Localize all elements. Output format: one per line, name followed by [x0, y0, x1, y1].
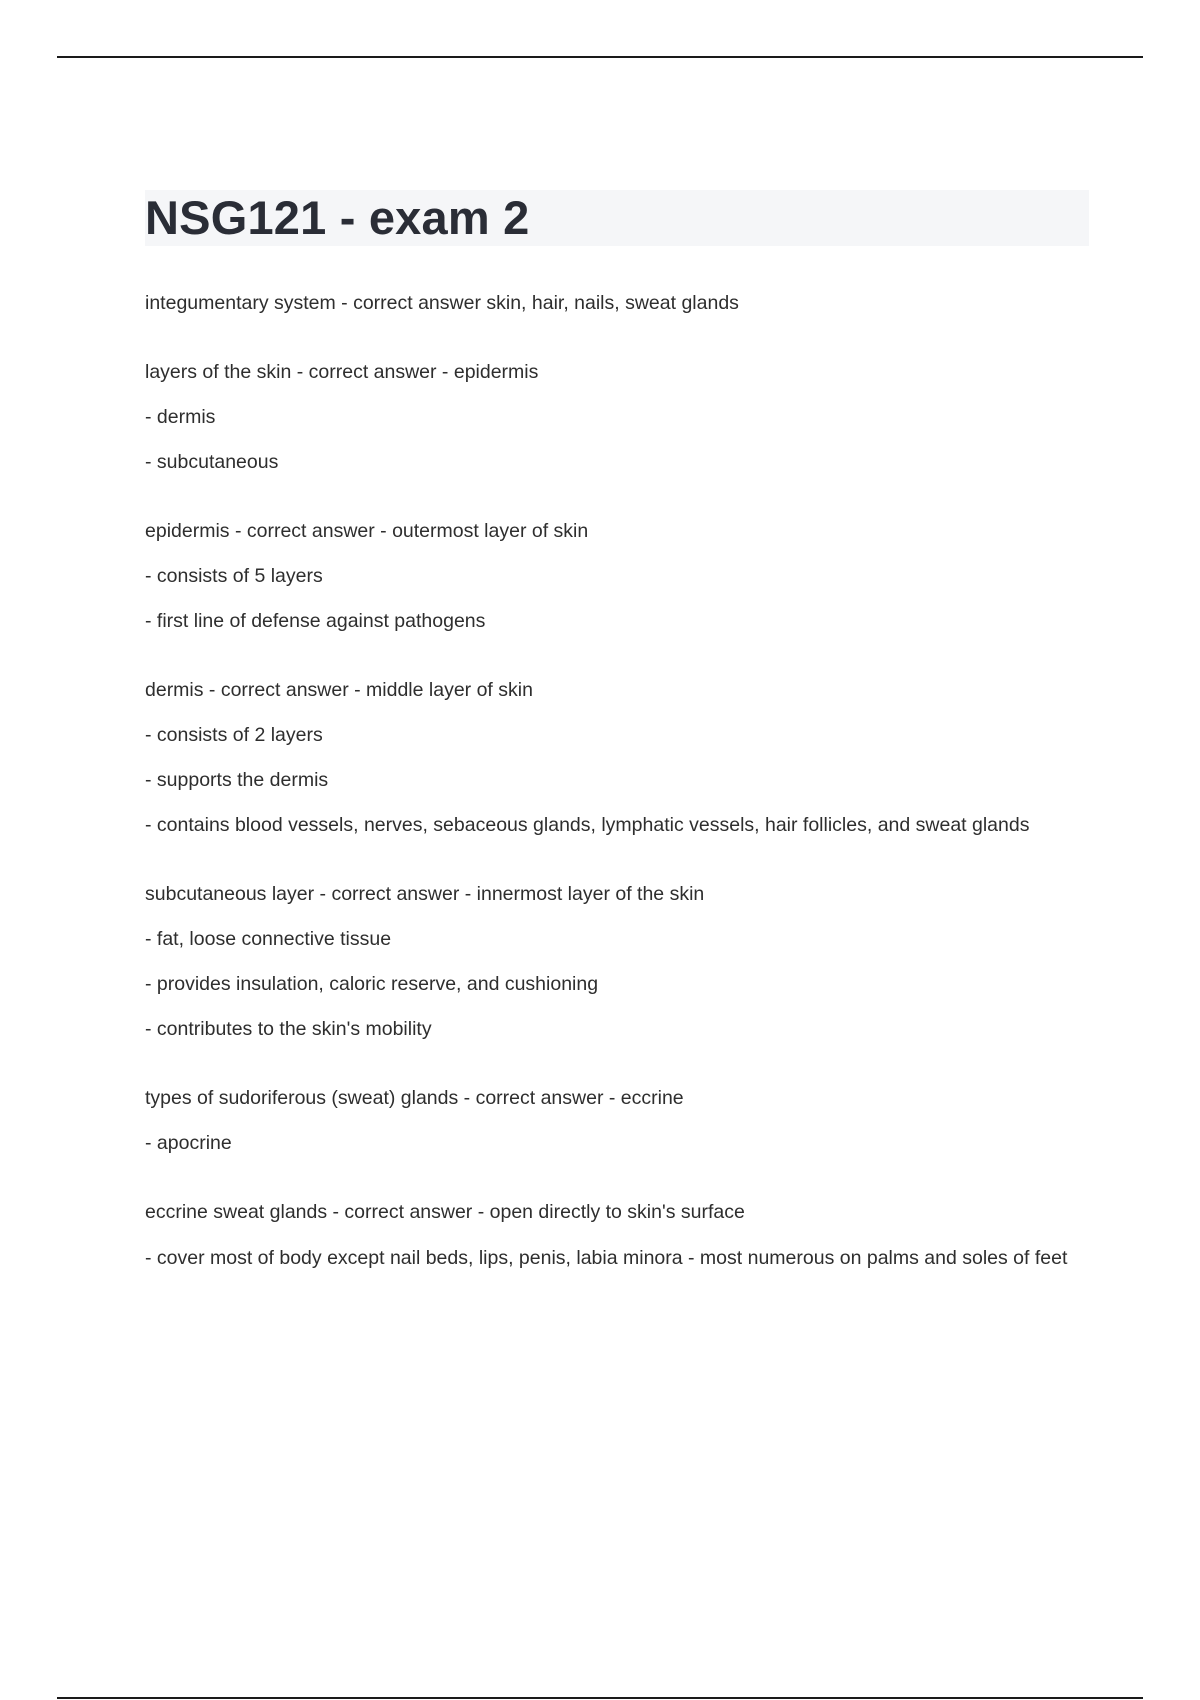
entry-line: - cover most of body except nail beds, lips, penis, labia minora - most numerous on palms and soles of feet [145, 1247, 1068, 1269]
entry-line: - apocrine [145, 1132, 232, 1154]
bottom-rule [57, 1697, 1143, 1699]
entry-line: - contains blood vessels, nerves, sebaceous glands, lymphatic vessels, hair follicles, and sweat glands [145, 814, 1030, 836]
entry-line: - subcutaneous [145, 451, 279, 473]
entry-line: - consists of 2 layers [145, 724, 323, 746]
entry-line: - provides insulation, caloric reserve, and cushioning [145, 973, 599, 995]
entry-line: - fat, loose connective tissue [145, 928, 392, 950]
entry-sudoriferous-glands [145, 1085, 1085, 1157]
entry-line: dermis - correct answer - middle layer of skin [145, 679, 533, 701]
entry-line: - contributes to the skin's mobility [145, 1018, 432, 1040]
entry-line: subcutaneous layer - correct answer - innermost layer of the skin [145, 883, 705, 905]
entry-line: - supports the dermis [145, 769, 329, 791]
entry-subcutaneous-layer [145, 881, 1085, 1043]
entry-line: types of sudoriferous (sweat) glands - correct answer - eccrine [145, 1087, 684, 1109]
document-title: NSG121 - exam 2 [145, 191, 530, 244]
entry-line: eccrine sweat glands - correct answer - open directly to skin's surface [145, 1201, 745, 1223]
entry-line: - consists of 5 layers [145, 565, 323, 587]
top-rule [57, 56, 1143, 58]
document-body [145, 290, 1085, 1314]
entry-dermis [145, 677, 1085, 839]
entry-integumentary-system [145, 290, 1085, 317]
entry-line: - first line of defense against pathogens [145, 610, 486, 632]
entry-line: epidermis - correct answer - outermost layer of skin [145, 520, 589, 542]
entry-line: layers of the skin - correct answer - epidermis [145, 361, 539, 383]
entry-line: integumentary system - correct answer skin, hair, nails, sweat glands [145, 292, 739, 314]
entry-layers-of-skin [145, 359, 1085, 476]
entry-epidermis [145, 518, 1085, 635]
entry-line: - dermis [145, 406, 216, 428]
entry-eccrine-sweat-glands [145, 1199, 1085, 1272]
